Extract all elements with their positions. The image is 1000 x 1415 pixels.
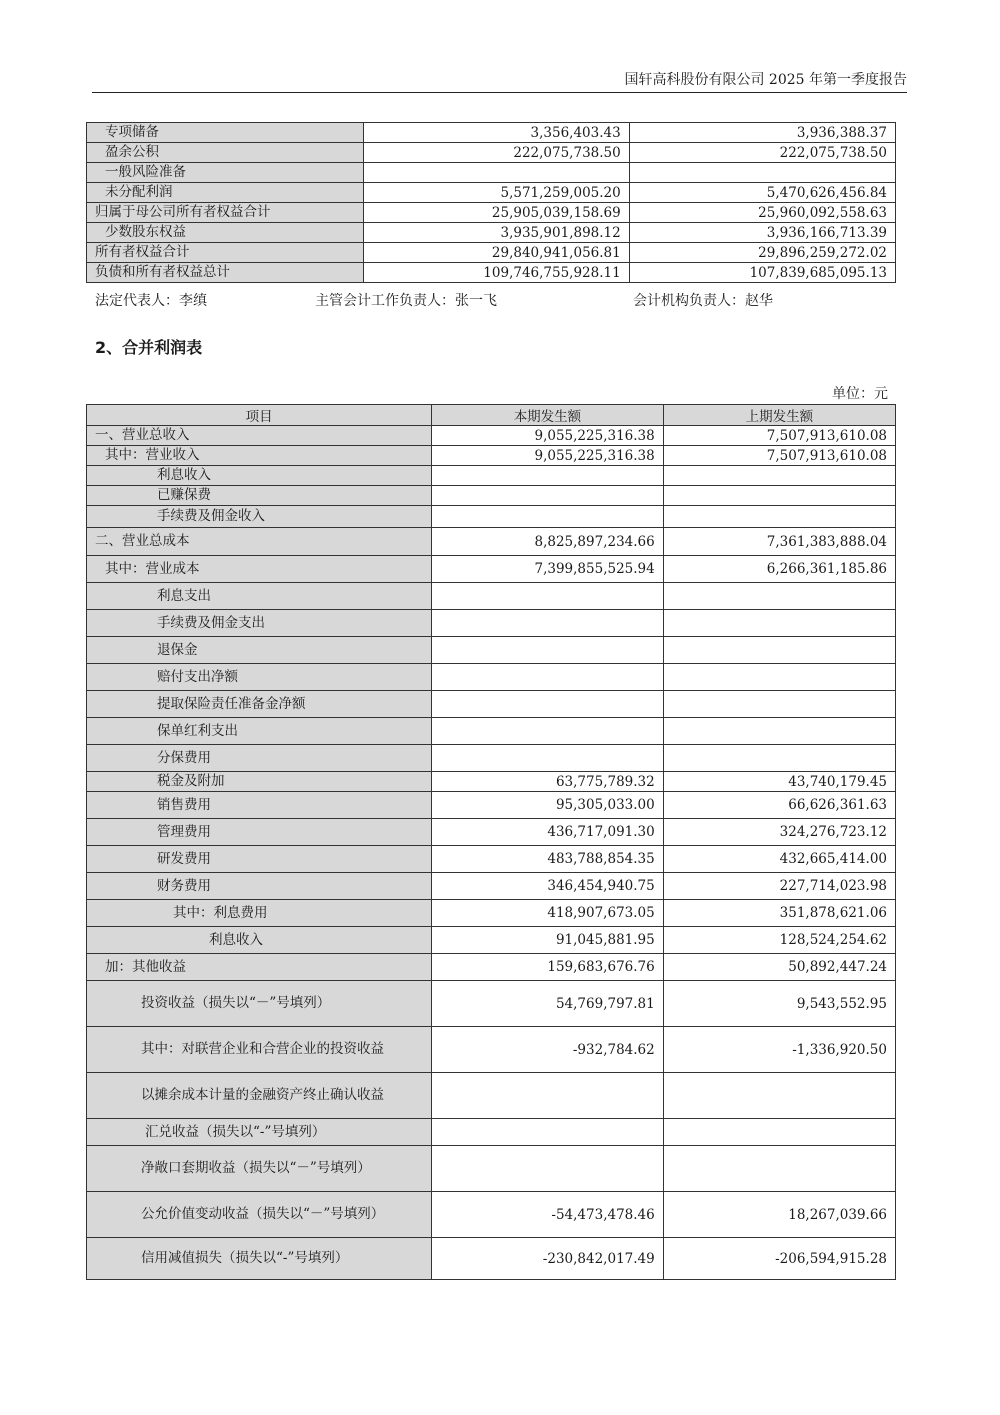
current-value: 346,454,940.75	[432, 873, 664, 900]
prior-value: 351,878,621.06	[663, 900, 895, 927]
row-label: 少数股东权益	[87, 223, 364, 243]
row-label: 赔付支出净额	[87, 664, 432, 691]
row-label: 以摊余成本计量的金融资产终止确认收益	[87, 1073, 432, 1119]
row-label: 财务费用	[87, 873, 432, 900]
table-row	[87, 486, 896, 506]
table-row	[87, 263, 896, 283]
row-label: 盈余公积	[87, 143, 364, 163]
current-value	[432, 486, 664, 506]
table-row	[87, 163, 896, 183]
section-title: 2、合并利润表	[95, 338, 203, 357]
prior-value	[663, 691, 895, 718]
table-row	[87, 506, 896, 528]
prior-value: 128,524,254.62	[663, 927, 895, 954]
current-value	[432, 1073, 664, 1119]
current-value: 9,055,225,316.38	[432, 446, 664, 466]
row-label: 手续费及佣金支出	[87, 610, 432, 637]
prior-value: 9,543,552.95	[663, 981, 895, 1027]
row-label: 净敞口套期收益（损失以“－”号填列）	[87, 1146, 432, 1192]
table-row	[87, 1192, 896, 1238]
table-row	[87, 123, 896, 143]
current-value: 95,305,033.00	[432, 792, 664, 819]
prior-value: 7,361,383,888.04	[663, 528, 895, 556]
row-label: 汇兑收益（损失以“-”号填列）	[87, 1119, 432, 1146]
prior-value	[663, 718, 895, 745]
current-value: -932,784.62	[432, 1027, 664, 1073]
prior-value: 43,740,179.45	[663, 772, 895, 792]
current-value: 109,746,755,928.11	[364, 263, 629, 283]
row-label: 利息收入	[87, 927, 432, 954]
prior-value	[663, 583, 895, 610]
row-label: 税金及附加	[87, 772, 432, 792]
prior-value: 107,839,685,095.13	[629, 263, 895, 283]
prior-value	[663, 1146, 895, 1192]
prior-value: 3,936,166,713.39	[629, 223, 895, 243]
unit-label: 单位：元	[832, 386, 888, 402]
current-value: 63,775,789.32	[432, 772, 664, 792]
current-value	[432, 506, 664, 528]
balance-sheet-tail-table	[86, 122, 896, 283]
prior-value	[663, 1073, 895, 1119]
report-title: 国轩高科股份有限公司 2025 年第一季度报告	[624, 72, 907, 88]
current-value: 91,045,881.95	[432, 927, 664, 954]
table-row	[87, 143, 896, 163]
table-row	[87, 243, 896, 263]
table-row	[87, 556, 896, 583]
row-label: 保单红利支出	[87, 718, 432, 745]
prior-value: -1,336,920.50	[663, 1027, 895, 1073]
legal-representative: 法定代表人：李缜	[95, 293, 207, 309]
row-label: 二、营业总成本	[87, 528, 432, 556]
prior-value: -206,594,915.28	[663, 1238, 895, 1280]
current-value: 3,935,901,898.12	[364, 223, 629, 243]
row-label: 所有者权益合计	[87, 243, 364, 263]
table-row	[87, 1119, 896, 1146]
table-row	[87, 610, 896, 637]
table-row	[87, 792, 896, 819]
current-value	[432, 691, 664, 718]
current-value	[432, 1119, 664, 1146]
header-current: 本期发生额	[432, 405, 664, 426]
row-label: 利息支出	[87, 583, 432, 610]
row-label: 研发费用	[87, 846, 432, 873]
current-value: 159,683,676.76	[432, 954, 664, 981]
table-row	[87, 1238, 896, 1280]
row-label: 负债和所有者权益总计	[87, 263, 364, 283]
table-row	[87, 1146, 896, 1192]
prior-value	[663, 664, 895, 691]
current-value: 3,356,403.43	[364, 123, 629, 143]
row-label: 未分配利润	[87, 183, 364, 203]
current-value: 29,840,941,056.81	[364, 243, 629, 263]
prior-value: 50,892,447.24	[663, 954, 895, 981]
table-row	[87, 873, 896, 900]
table-row	[87, 1073, 896, 1119]
row-label: 专项储备	[87, 123, 364, 143]
table-row	[87, 426, 896, 446]
row-label: 提取保险责任准备金净额	[87, 691, 432, 718]
row-label: 手续费及佣金收入	[87, 506, 432, 528]
table-header-row	[87, 405, 896, 426]
table-row	[87, 900, 896, 927]
current-value: 9,055,225,316.38	[432, 426, 664, 446]
page-header	[92, 70, 907, 93]
current-value: 7,399,855,525.94	[432, 556, 664, 583]
header-item: 项目	[87, 405, 432, 426]
row-label: 销售费用	[87, 792, 432, 819]
current-value	[432, 610, 664, 637]
prior-value: 7,507,913,610.08	[663, 426, 895, 446]
table-row	[87, 691, 896, 718]
current-value	[432, 1146, 664, 1192]
row-label: 归属于母公司所有者权益合计	[87, 203, 364, 223]
prior-value	[663, 610, 895, 637]
table-row	[87, 664, 896, 691]
current-value: 418,907,673.05	[432, 900, 664, 927]
prior-value	[663, 466, 895, 486]
row-label: 其中：营业成本	[87, 556, 432, 583]
current-value: 25,905,039,158.69	[364, 203, 629, 223]
row-label: 已赚保费	[87, 486, 432, 506]
prior-value: 66,626,361.63	[663, 792, 895, 819]
row-label: 投资收益（损失以“－”号填列）	[87, 981, 432, 1027]
current-value	[432, 718, 664, 745]
prior-value: 7,507,913,610.08	[663, 446, 895, 466]
table-row	[87, 981, 896, 1027]
table-row	[87, 203, 896, 223]
table-row	[87, 466, 896, 486]
row-label: 管理费用	[87, 819, 432, 846]
current-value: -54,473,478.46	[432, 1192, 664, 1238]
row-label: 利息收入	[87, 466, 432, 486]
current-value	[432, 466, 664, 486]
prior-value: 18,267,039.66	[663, 1192, 895, 1238]
current-value: 54,769,797.81	[432, 981, 664, 1027]
table-row	[87, 223, 896, 243]
table-row	[87, 745, 896, 772]
current-value	[364, 163, 629, 183]
current-value	[432, 583, 664, 610]
prior-value: 222,075,738.50	[629, 143, 895, 163]
table-row	[87, 583, 896, 610]
current-value: -230,842,017.49	[432, 1238, 664, 1280]
prior-value	[663, 637, 895, 664]
table-row	[87, 637, 896, 664]
row-label: 信用减值损失（损失以“-”号填列）	[87, 1238, 432, 1280]
current-value	[432, 637, 664, 664]
current-value: 483,788,854.35	[432, 846, 664, 873]
prior-value: 432,665,414.00	[663, 846, 895, 873]
current-value	[432, 664, 664, 691]
income-statement-table	[86, 404, 896, 1280]
row-label: 分保费用	[87, 745, 432, 772]
table-row	[87, 718, 896, 745]
table-row	[87, 446, 896, 466]
prior-value: 227,714,023.98	[663, 873, 895, 900]
current-value: 5,571,259,005.20	[364, 183, 629, 203]
table-row	[87, 1027, 896, 1073]
row-label: 公允价值变动收益（损失以“－”号填列）	[87, 1192, 432, 1238]
row-label: 其中：营业收入	[87, 446, 432, 466]
row-label: 退保金	[87, 637, 432, 664]
current-value: 436,717,091.30	[432, 819, 664, 846]
prior-value: 29,896,259,272.02	[629, 243, 895, 263]
table-row	[87, 846, 896, 873]
prior-value	[663, 1119, 895, 1146]
accounting-head: 主管会计工作负责人：张一飞	[315, 293, 497, 309]
prior-value	[629, 163, 895, 183]
accounting-org-head: 会计机构负责人：赵华	[633, 293, 773, 309]
prior-value	[663, 486, 895, 506]
table-row	[87, 183, 896, 203]
row-label: 其中：对联营企业和合营企业的投资收益	[87, 1027, 432, 1073]
header-prior: 上期发生额	[663, 405, 895, 426]
prior-value: 324,276,723.12	[663, 819, 895, 846]
current-value: 222,075,738.50	[364, 143, 629, 163]
table-row	[87, 528, 896, 556]
row-label: 一般风险准备	[87, 163, 364, 183]
table-row	[87, 772, 896, 792]
prior-value	[663, 745, 895, 772]
table-row	[87, 954, 896, 981]
prior-value: 5,470,626,456.84	[629, 183, 895, 203]
row-label: 其中：利息费用	[87, 900, 432, 927]
prior-value: 25,960,092,558.63	[629, 203, 895, 223]
prior-value: 3,936,388.37	[629, 123, 895, 143]
row-label: 一、营业总收入	[87, 426, 432, 446]
row-label: 加：其他收益	[87, 954, 432, 981]
prior-value: 6,266,361,185.86	[663, 556, 895, 583]
table-row	[87, 819, 896, 846]
current-value: 8,825,897,234.66	[432, 528, 664, 556]
prior-value	[663, 506, 895, 528]
current-value	[432, 745, 664, 772]
table-row	[87, 927, 896, 954]
